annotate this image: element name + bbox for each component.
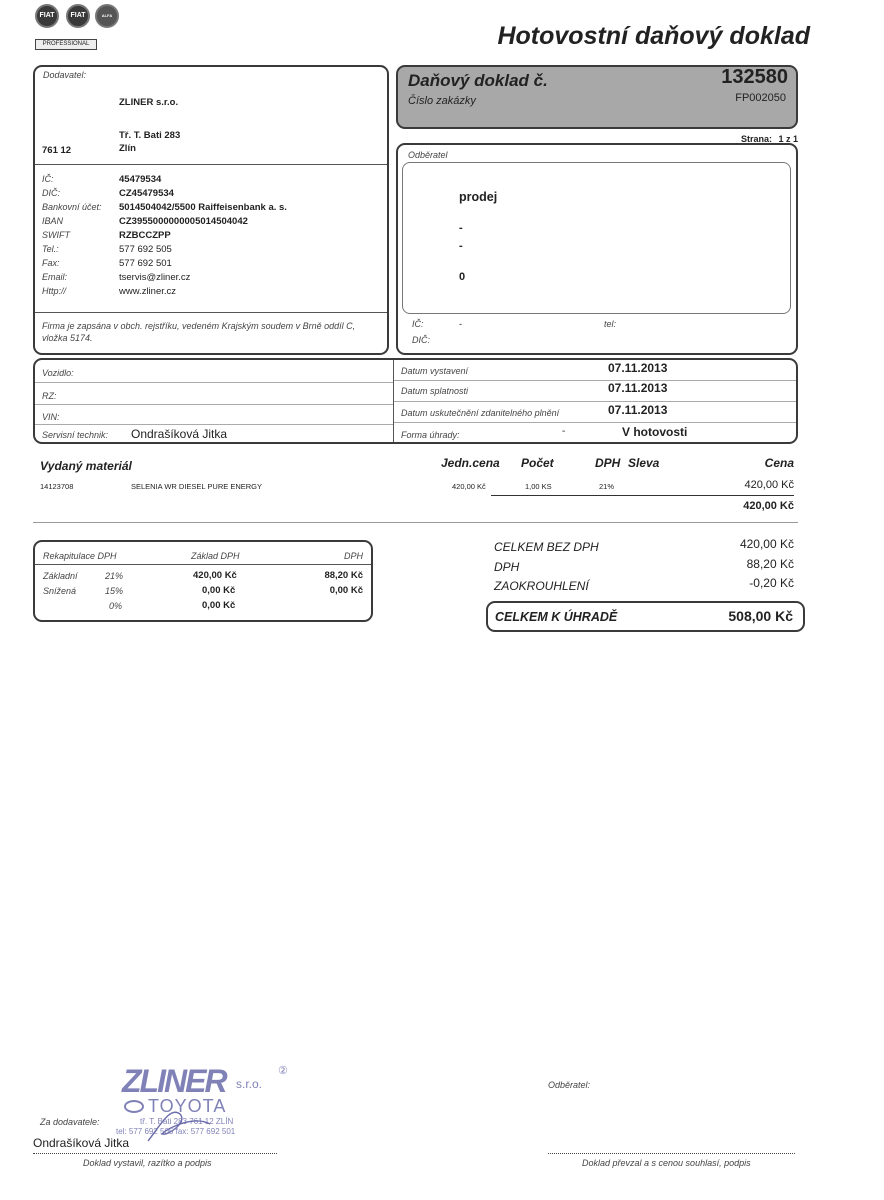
technician-name: Ondrašíková Jitka [131,427,228,441]
vat-recap-box [33,540,373,622]
total-without-vat-label: CELKEM BEZ DPH [494,540,599,554]
vat-row-vat: 0,00 Kč [329,585,363,596]
field-iban-value: CZ3955000000005014504042 [119,216,248,227]
header-discount: Sleva [628,456,660,470]
grand-total-label: CELKEM K ÚHRADĚ [495,610,618,624]
item-price: 420,00 Kč [744,479,794,491]
field-dic-value: CZ45479534 [119,188,174,199]
vat-recap-hr [35,564,371,565]
dates-hr-3 [394,422,796,423]
vat-row-base: 420,00 Kč [193,570,237,581]
customer-ic-label: IČ: [412,319,424,329]
field-fax-label: Fax: [42,258,60,268]
supplier-name: ZLINER s.r.o. [119,97,179,108]
customer-sign-label: Odběratel: [548,1080,591,1090]
dates-hr-1 [394,380,796,381]
issuer-sign-line [33,1153,277,1154]
customer-label: Odběratel [408,150,448,160]
supplier-divider-2 [35,312,387,313]
items-title: Vydaný materiál [40,459,132,473]
customer-line2: - [459,222,463,234]
stamp-brand: ZLINER [122,1063,226,1099]
field-bank-value: 5014504042/5500 Raiffeisenbank a. s. [119,202,287,213]
field-web-value[interactable]: www.zliner.cz [119,286,177,297]
supplier-sign-label: Za dodavatele: [40,1117,100,1127]
logo-fiat-2: FIAT [66,4,90,28]
field-ic-value: 45479534 [119,174,162,185]
rounding: -0,20 Kč [749,576,794,590]
vat-recap-vat-header: DPH [343,551,363,561]
item-code: 14123708 [40,482,74,491]
items-end-line [33,522,798,523]
page-value: 1 z 1 [778,134,798,144]
header-unit-price: Jedn.cena [441,456,500,470]
handwritten-signature-icon [140,1096,220,1146]
stamp-toyota: TOYOTA [148,1096,227,1116]
supplier-label: Dodavatel: [43,70,87,80]
issued-date: 07.11.2013 [608,361,668,375]
field-ic-label: IČ: [42,174,54,184]
vat-row-base: 0,00 Kč [202,600,236,611]
supplier-box [33,65,389,355]
item-name: SELENIA WR DIESEL PURE ENERGY [131,482,263,491]
order-number: FP002050 [735,92,786,104]
vat-recap-base-header: Základ DPH [191,551,240,561]
vat-row-name: Základní [43,571,78,581]
item-qty: 1,00 KS [525,482,552,491]
field-dic-label: DIČ: [42,188,60,198]
vehicle-hr-2 [35,404,393,405]
supplier-street: Tř. T. Bati 283 [119,130,181,141]
invoice-number: 132580 [721,66,788,88]
customer-tel-label: tel: [604,319,617,329]
customer-caption: Doklad převzal a s cenou souhlasí, podpis [582,1158,751,1168]
professional-badge: PROFESSIONAL [35,39,97,50]
customer-dic-label: DIČ: [412,335,430,345]
total-vat-label: DPH [494,560,520,574]
item-vat: 21% [599,482,615,491]
vat-row-rate: 21% [105,571,124,581]
field-email-value[interactable]: tservis@zliner.cz [119,272,191,283]
header-vat: DPH [595,456,621,470]
issued-date-label: Datum vystavení [401,366,469,376]
registry-note: Firma je zapsána v obch. rejstříku, vedeném Krajským soudem v Brně oddíl C, vložka 5174. [42,321,356,343]
vat-row-rate: 15% [105,586,124,596]
payment-label: Forma úhrady: [401,430,460,440]
supplier-city: Zlín [119,143,136,154]
vin-label: VIN: [42,412,60,422]
dates-hr-2 [394,401,796,402]
vehicle-box [33,358,798,444]
vat-row-name: Snížená [43,586,77,596]
logo-alfa-romeo: ALFA ROMEO [95,4,119,28]
supplier-divider-1 [35,164,387,165]
supplier-zip: 761 12 [42,145,72,156]
vozidlo-label: Vozidlo: [42,368,74,378]
field-fax-value: 577 692 501 [119,258,172,269]
total-without-vat: 420,00 Kč [739,537,794,551]
customer-inner-box [402,162,791,314]
customer-box [396,143,798,355]
field-bank-label: Bankovní účet: [42,202,102,212]
field-web-label: Http:// [42,286,67,296]
stamp-tel: tel: 577 692 505 fax: 577 692 501 [116,1127,236,1136]
field-email-label: Email: [42,272,68,282]
invoice-number-box [396,65,798,129]
payment-method: V hotovosti [622,425,688,439]
customer-sign-line [548,1153,795,1154]
issuer-caption: Doklad vystavil, razítko a podpis [83,1158,212,1168]
total-vat: 88,20 Kč [746,557,794,571]
stamp-address: tř. T. Bati 283 761 12 ZLÍN [140,1117,234,1126]
rz-label: RZ: [42,391,57,401]
payment-dash: - [562,426,566,437]
due-date: 07.11.2013 [608,381,668,395]
page-label: Strana: [740,134,772,144]
stamp-sro: s.r.o. [236,1077,263,1091]
logo-fiat-1: FIAT [35,4,59,28]
invoice-number-label: Daňový doklad č. [408,71,548,90]
customer-line3: - [459,240,463,252]
technician-label: Servisní technik: [42,430,109,440]
field-iban-label: IBAN [42,216,64,226]
subtotal: 420,00 Kč [743,500,794,512]
order-number-label: Číslo zakázky [408,95,476,107]
subtotal-line [491,495,794,496]
vat-row-base: 0,00 Kč [202,585,236,596]
stamp-registered-mark: ② [278,1065,288,1077]
grand-total-box [486,601,805,632]
issuer-name: Ondrašíková Jitka [33,1136,130,1150]
taxable-date-label: Datum uskutečnění zdanitelného plnění [401,408,560,418]
header-price: Cena [764,456,794,470]
taxable-date: 07.11.2013 [608,403,668,417]
customer-name: prodej [459,190,498,204]
vehicle-hr-3 [35,424,393,425]
field-swift-label: SWIFT [42,230,70,240]
rounding-label: ZAOKROUHLENÍ [494,579,589,593]
field-swift-value: RZBCCZPP [119,230,171,241]
vehicle-hr-1 [35,382,393,383]
vat-row-vat: 88,20 Kč [324,570,363,581]
item-unit-price: 420,00 Kč [452,482,486,491]
customer-ic-value: - [459,319,463,330]
grand-total: 508,00 Kč [728,608,793,624]
header-qty: Počet [521,456,554,470]
vat-row-rate: 0% [109,601,123,611]
customer-line4: 0 [459,271,466,283]
vat-recap-title: Rekapitulace DPH [43,551,117,561]
field-tel-value: 577 692 505 [119,244,172,255]
field-tel-label: Tel.: [42,244,59,254]
document-title: Hotovostní daňový doklad [497,22,810,50]
due-date-label: Datum splatnosti [401,386,469,396]
